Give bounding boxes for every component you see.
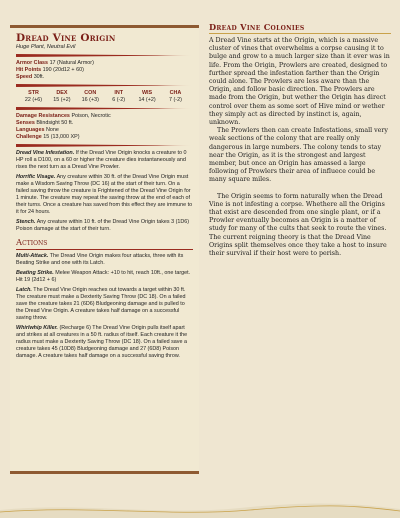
ability-name: CHA bbox=[169, 90, 182, 96]
divider bbox=[16, 107, 193, 110]
footer-ornament bbox=[0, 496, 400, 518]
actions-heading: Actions bbox=[16, 238, 193, 250]
trait-name: Stench. bbox=[16, 219, 36, 225]
challenge-line bbox=[16, 134, 193, 141]
armor-class-value: 17 (Natural Armor) bbox=[49, 60, 94, 66]
divider bbox=[16, 84, 193, 87]
paragraph: The Prowlers then can create Infestations, small very weak sections of the colony that are really only dangerous in large numbers. The colony tends to stay near the Origin, as it is the strongest and largest member, but once an Origin has amassed a large following of Prowlers their area of influece could be many square miles. bbox=[209, 127, 388, 184]
trait-name: Dread Vine Infestation. bbox=[16, 150, 75, 156]
ability-cha bbox=[162, 90, 189, 104]
colonies-section bbox=[209, 22, 391, 258]
damage-resistances-line bbox=[16, 113, 193, 120]
trait-horrific-visage bbox=[16, 174, 193, 216]
hit-points-value: 190 (20d12 + 60) bbox=[42, 67, 84, 73]
action-name: Whirlwhip Killer. bbox=[16, 325, 58, 331]
senses-line bbox=[16, 120, 193, 127]
ability-wis bbox=[134, 90, 161, 104]
action-text: The Dread Vine Origin reaches out towards a target within 30 ft. The creature must make a Dexterity Saving Throw (DC 18). On a failed save the creature takes 21 (6D6) Bludgeoning damage and is pulled to the Dread Vine Origin. A creature takes half damage on a successful saving throw. bbox=[16, 287, 186, 321]
languages-label: Languages bbox=[16, 127, 45, 133]
ability-value: 6 (-2) bbox=[112, 97, 126, 103]
languages-value: None bbox=[45, 127, 59, 133]
ability-name: STR bbox=[28, 90, 39, 96]
action-whirlwhip-killer bbox=[16, 325, 193, 360]
speed-label: Speed bbox=[16, 74, 33, 80]
languages-line bbox=[16, 127, 193, 134]
damage-resistances-value: Poison, Necrotic bbox=[71, 113, 111, 119]
action-name: Beating Strike. bbox=[16, 270, 54, 276]
action-beating-strike bbox=[16, 270, 193, 284]
action-text: (Recharge 6) The Dread Vine Origin pulls itself apart and strikes at all creatures in a 50 ft. radius of itself. Each creature it the radius must make a Dexterity Saving Throw (DC 18). On a failed save a creature takes 45 (10D8) Bludgeoning damage and 27 (6D8) Poison damage. A creature takes half damage on a successful saving throw. bbox=[16, 325, 188, 359]
ability-value: 22 (+6) bbox=[24, 97, 43, 103]
speed-line bbox=[16, 74, 193, 81]
ability-value: 16 (+3) bbox=[81, 97, 99, 103]
hit-points-label: Hit Points bbox=[16, 67, 42, 73]
ability-name: CON bbox=[84, 90, 97, 96]
ability-name: DEX bbox=[56, 90, 68, 96]
action-multiattack bbox=[16, 253, 193, 267]
ability-value: 14 (+2) bbox=[138, 97, 156, 103]
damage-resistances-label: Damage Resistances bbox=[16, 113, 70, 119]
ability-name: WIS bbox=[141, 90, 153, 96]
ability-dex bbox=[48, 90, 75, 104]
trait-name: Horrific Visage. bbox=[16, 174, 56, 180]
ability-int bbox=[105, 90, 132, 104]
section-heading: Dread Vine Colonies bbox=[209, 22, 391, 34]
action-name: Multi-Attack. bbox=[16, 253, 49, 259]
challenge-value: 15 (13,000 XP) bbox=[43, 134, 80, 140]
senses-value: Blindsight 50 ft. bbox=[36, 120, 74, 126]
stat-block bbox=[10, 25, 199, 474]
trait-text: If the Dread Vine Origin knocks a creature to 0 HP roll a D100, on a 60 or higher the creature dies instantaneously and rises the next turn as a Dread Vine Prowler. bbox=[16, 150, 187, 170]
action-text: Melee Weapon Attack: +10 to hit, reach 10ft., one target. Hit 19 (2d12 + 6) bbox=[16, 270, 191, 283]
trait-text: Any creature within 10 ft. of the Dread Vine Origin takes 3 (1D6) Poison damage at the start of their turn. bbox=[16, 219, 190, 232]
ability-str bbox=[20, 90, 47, 104]
ability-value: 15 (+2) bbox=[53, 97, 71, 103]
senses-label: Senses bbox=[16, 120, 35, 126]
paragraph: A Dread Vine starts at the Origin, which is a massive cluster of vines that overwhelms a corpse causing it to bulge and grow to a much larger size than it ever was in life. From the Origin, Prowlers are created, designed to further spread the infestation farther than the Origin could alone. The Prowlers are less aware than the Origin, and follow basic direction. The Prowlers are made from the Origin, but wether the Origin has direct control over them as some sort of Hive mind or wether they simply act as directed by instinct is, again, unknown. bbox=[209, 37, 390, 127]
divider bbox=[16, 54, 193, 57]
speed-value: 30ft. bbox=[33, 74, 45, 80]
trait-stench bbox=[16, 219, 193, 233]
action-latch bbox=[16, 287, 193, 322]
ability-con bbox=[77, 90, 104, 104]
armor-class-line bbox=[16, 60, 193, 67]
trait-text: Any creature within 30 ft. of the Dread Vine Origin must make a Wisdom Saving Throw (DC 16) at the start of their turn. On a failed saving throw the creature is Frightened of the Dread Vine Origin for 1 minute. The creature may repeat the saving throw at the end of each of their turns. Once a creature has saved from this effect they are immune to it for 24 hours. bbox=[16, 174, 193, 215]
divider bbox=[16, 144, 193, 147]
creature-name: Dread Vine Origin bbox=[16, 32, 116, 44]
creature-type: Huge Plant, Neutral Evil bbox=[16, 44, 76, 50]
armor-class-label: Armor Class bbox=[16, 60, 49, 66]
action-text: The Dread Vine Origin makes four attacks, three with its Beating Strike and one with its Latch. bbox=[16, 253, 184, 266]
ability-value: 7 (-2) bbox=[169, 97, 182, 103]
ability-name: INT bbox=[114, 90, 124, 96]
trait-infestation bbox=[16, 150, 193, 171]
paragraph: The Origin seems to form naturally when the Dread Vine is not infesting a corpse. Whethere all the Origins that exist are descended from one single plant, or if a Prowler eventually becomes an Origin is a matter of study for many of the cults that seek to route the vines. The current reigning theory is that the Dread Vine Origins split themselves once they take a host to insure their survival if their host were to perish. bbox=[209, 192, 387, 258]
action-name: Latch. bbox=[16, 287, 32, 293]
ability-scores bbox=[20, 90, 189, 104]
challenge-label: Challenge bbox=[16, 134, 42, 140]
hit-points-line bbox=[16, 67, 193, 74]
